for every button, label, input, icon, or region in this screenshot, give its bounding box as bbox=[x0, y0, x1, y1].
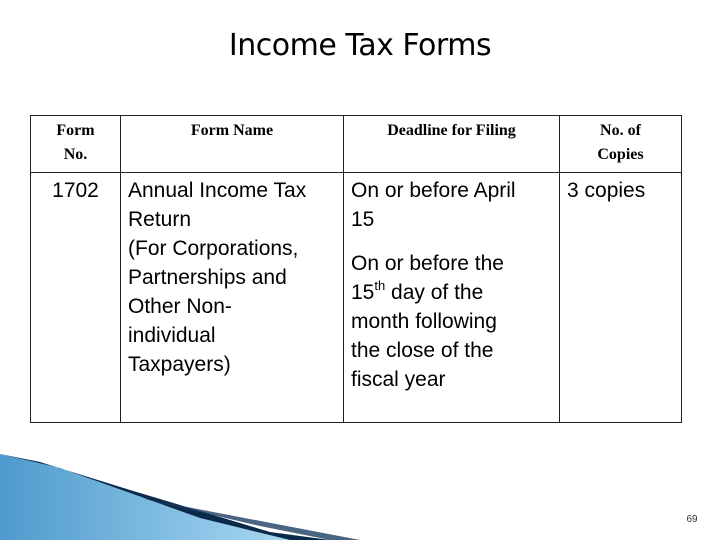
header-form-name: Form Name bbox=[121, 116, 344, 173]
header-form-no: Form No. bbox=[31, 116, 121, 173]
table-row bbox=[31, 173, 682, 423]
decorative-swoosh bbox=[0, 440, 720, 540]
table-header-row bbox=[31, 116, 682, 173]
cell-form-name: Annual Income Tax Return (For Corporations, Partnerships and Other Non- individual Taxpayers) bbox=[121, 173, 344, 423]
cell-form-no: 1702 bbox=[31, 173, 121, 423]
income-tax-forms-table bbox=[30, 115, 682, 423]
cell-deadline: On or before April 15 On or before the 15th day of the month following the close of the fiscal year bbox=[344, 173, 560, 423]
header-deadline: Deadline for Filing bbox=[344, 116, 560, 173]
cell-copies: 3 copies bbox=[560, 173, 682, 423]
page-number: 69 bbox=[686, 514, 698, 525]
slide-title: Income Tax Forms bbox=[228, 28, 492, 63]
header-copies: No. of Copies bbox=[560, 116, 682, 173]
